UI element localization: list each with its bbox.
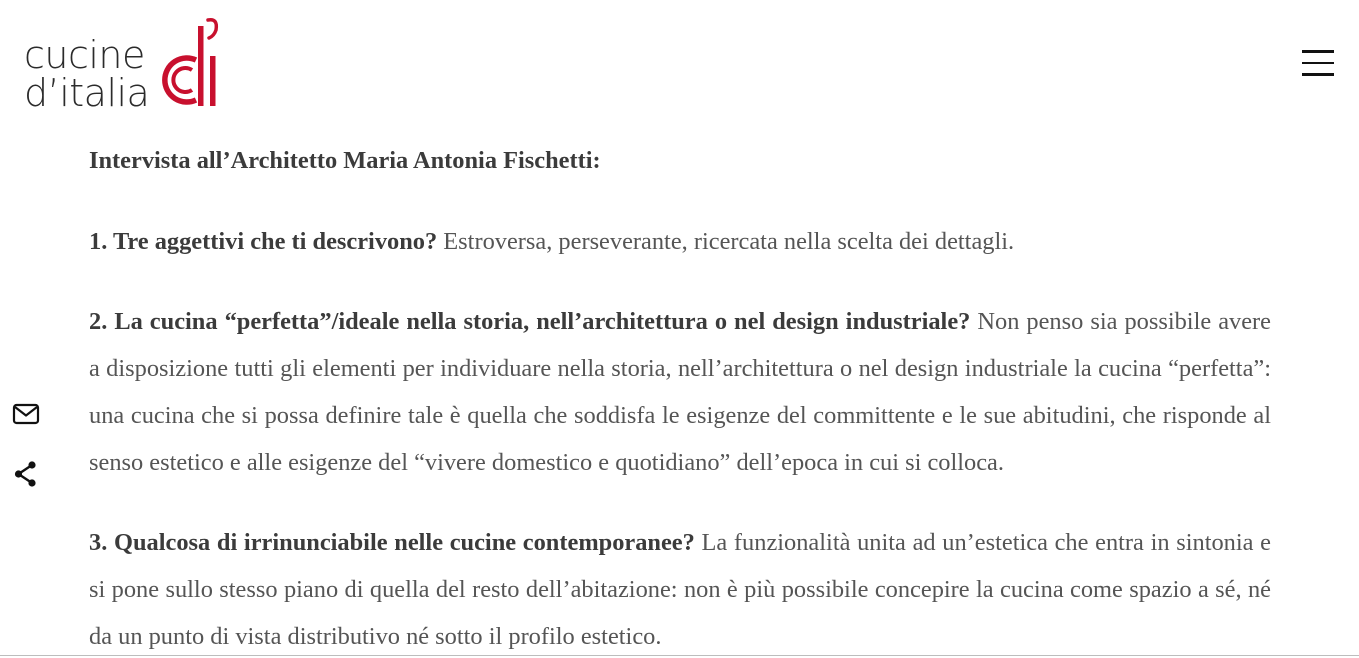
hamburger-line xyxy=(1302,50,1334,53)
hamburger-line xyxy=(1302,62,1334,65)
logo-di-mark-icon xyxy=(152,16,222,112)
mail-icon[interactable] xyxy=(12,400,40,428)
qa-item-3 xyxy=(89,520,1271,658)
answer-3: La funzionalità unita ad un’estetica che entra in sintonia e si pone sullo stesso piano di quella del resto dell’abitazione: non è più possibile concepire la cucina come spazio a sé, né da un punto di vista distributivo né sotto il profilo estetico. xyxy=(89,529,1271,650)
answer-2: Non penso sia possibile avere a disposizione tutti gli elementi per individuare nella storia, nell’architettura o nel design industriale la cucina “perfetta”: una cucina che si possa definire tale è quella che soddisfa le esigenze del committente e le sue abitudini, che risponde al senso estetico e alle esigenze del “vivere domestico e quotidiano” dell’epoca in cui si colloca. xyxy=(89,308,1271,476)
brand-logo[interactable] xyxy=(24,16,224,115)
question-1: 1. Tre aggettivi che ti descrivono? xyxy=(89,227,438,255)
hamburger-menu-icon[interactable] xyxy=(1302,50,1334,76)
qa-item-2 xyxy=(89,299,1271,486)
logo-text-ditalia: d’italia xyxy=(24,71,150,115)
qa-item-1 xyxy=(89,219,1271,266)
bottom-divider xyxy=(0,655,1359,656)
hamburger-line xyxy=(1302,73,1334,76)
question-2: 2. La cucina “perfetta”/ideale nella storia, nell’architettura o nel design industriale? xyxy=(89,308,971,336)
logo-text-cucine: cucine xyxy=(24,33,145,77)
question-3: 3. Qualcosa di irrinunciabile nelle cucine contemporanee? xyxy=(89,529,695,557)
article-heading xyxy=(89,138,1271,185)
answer-1: Estroversa, perseverante, ricercata nella scelta dei dettagli. xyxy=(437,227,1015,255)
interview-title: Intervista all’Architetto Maria Antonia Fischetti: xyxy=(89,147,601,174)
share-icon[interactable] xyxy=(12,460,40,488)
article-body xyxy=(89,138,1271,658)
